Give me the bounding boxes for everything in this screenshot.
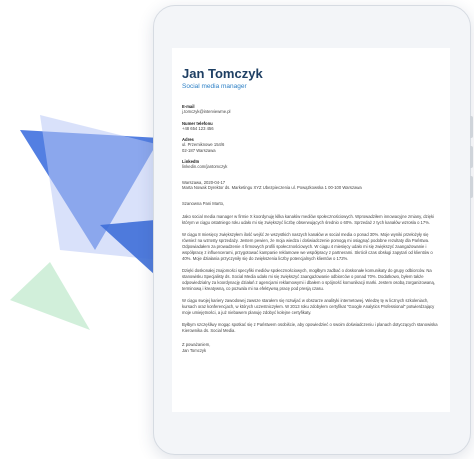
linkedin-value: linkedin.com/jantomczyk: [182, 164, 228, 169]
phone-value: +48 654 123 456: [182, 125, 214, 131]
letter-paragraph: Jako social media manager w firmie X koordynuję kilka kanałów mediów społecznościowych. Wprowadziłem innowacyjne zmiany, dzięki którym w ciągu ostatniego roku udało mi się zwiększyć liczbę obserwujących średnio o 60%. Sprzedaż z tych kanałów wzrosła o 17%.: [182, 213, 434, 225]
closing-phrase: Z poważaniem,: [182, 341, 211, 347]
letter-paragraph: W ciągu 8 miesięcy zwiększyłem ilość wejść ze wszystkich naszych kanałów w social media o ponad 30%. Moje wyniki przełożyły się również na wzrosty sprzedaży. Jestem pewien, że moja wiedza i doświadczenie pomogą mi osiągnąć podobne rezultaty dla Państwa. Odpowiadałem za prowadzenie 4 firmowych profili społecznościowych. W ciągu 4 miesięcy udało mi się zwiększyć zaangażowanie i współpracę z influencerami, przygotować kampanie reklamowe we współpracy z partnerami. Skrócił czas obsługi zapytań od klientów o 40%. Moje działania przyczyniły się do zwiększenia liczby potencjalnych klientów o 172%.: [182, 231, 433, 261]
tablet-side-button: [470, 176, 473, 198]
letter-paragraph: Dzięki doskonałej znajomości specyfiki mediów społecznościowych, mogłbym zadbać o doskonałe komunikaty do grupy odbiorców. Na stanowisku Specjalisty ds. Social Media udało mi się zwiększyć zaangażowanie odbiorców o ponad 70%. Dodatkowo, byłem także odpowiedzialny za koordynację działań z agencjami reklamowymi i dbałem o spójność komunikacji marki. Jestem osobą zorganizowaną, terminową i kreatywną, co pozwala mi na efektywną pracę pod presją czasu.: [182, 267, 436, 291]
signature-name: Jan Tomczyk: [182, 347, 207, 353]
letter-paragraph: Byłbym szczęśliwy mogąc spotkać się z Państwem osobiście, aby opowiedzieć o swoim doświadczeniu i planach dotyczących stanowiska Kierownika ds. Social Media.: [182, 321, 438, 333]
phone-label: Numer telefonu: [182, 120, 213, 126]
address-line-1: ul. Przemiknowe 154/6: [182, 142, 225, 147]
cover-letter-document: [172, 48, 450, 354]
letter-closing: [182, 342, 440, 354]
tablet-side-button: [470, 116, 473, 138]
letter-paragraph: W ciągu swojej kariery zawodowej zawsze starałem się rozwijać w obszarze analityki internetowej. Wiedzę tę w licznych szkoleniach, kursach oraz konferencjach, w których uczestniczyłem. W 2013 roku zdobyłem certyfikat "Google Analytics Professional" potwierdzający moje umiejętności, a już niebawem planuję zdobyć kolejne certyfikaty.: [182, 297, 435, 315]
contact-section: [182, 104, 440, 170]
letter-greeting: Szanowna Pani Marto,: [182, 200, 225, 206]
email-label: E-mail: [182, 104, 195, 109]
letter-date: Warszawa, 2020-04-17: [182, 179, 226, 185]
applicant-role: Social media manager: [182, 83, 247, 90]
address-line-2: 02-187 Warszawa: [182, 147, 216, 153]
email-value: j.tomczyk@interviewme.pl: [182, 109, 231, 114]
linkedin-label: LinkedIn: [182, 159, 200, 164]
tablet-screen: [172, 48, 450, 412]
green-triangle: [10, 262, 90, 330]
applicant-name: Jan Tomczyk: [182, 66, 263, 81]
address-label: Adres: [182, 137, 194, 142]
date-recipient-section: [182, 180, 440, 191]
tablet-side-button: [470, 146, 473, 168]
tablet-device: [153, 5, 471, 455]
letter-recipient: Marta Nowak Dyrektor ds. Marketingu XYZ Ubezpieczenia ul. Powązkowska 1 00-100 Warszawa: [182, 185, 362, 190]
